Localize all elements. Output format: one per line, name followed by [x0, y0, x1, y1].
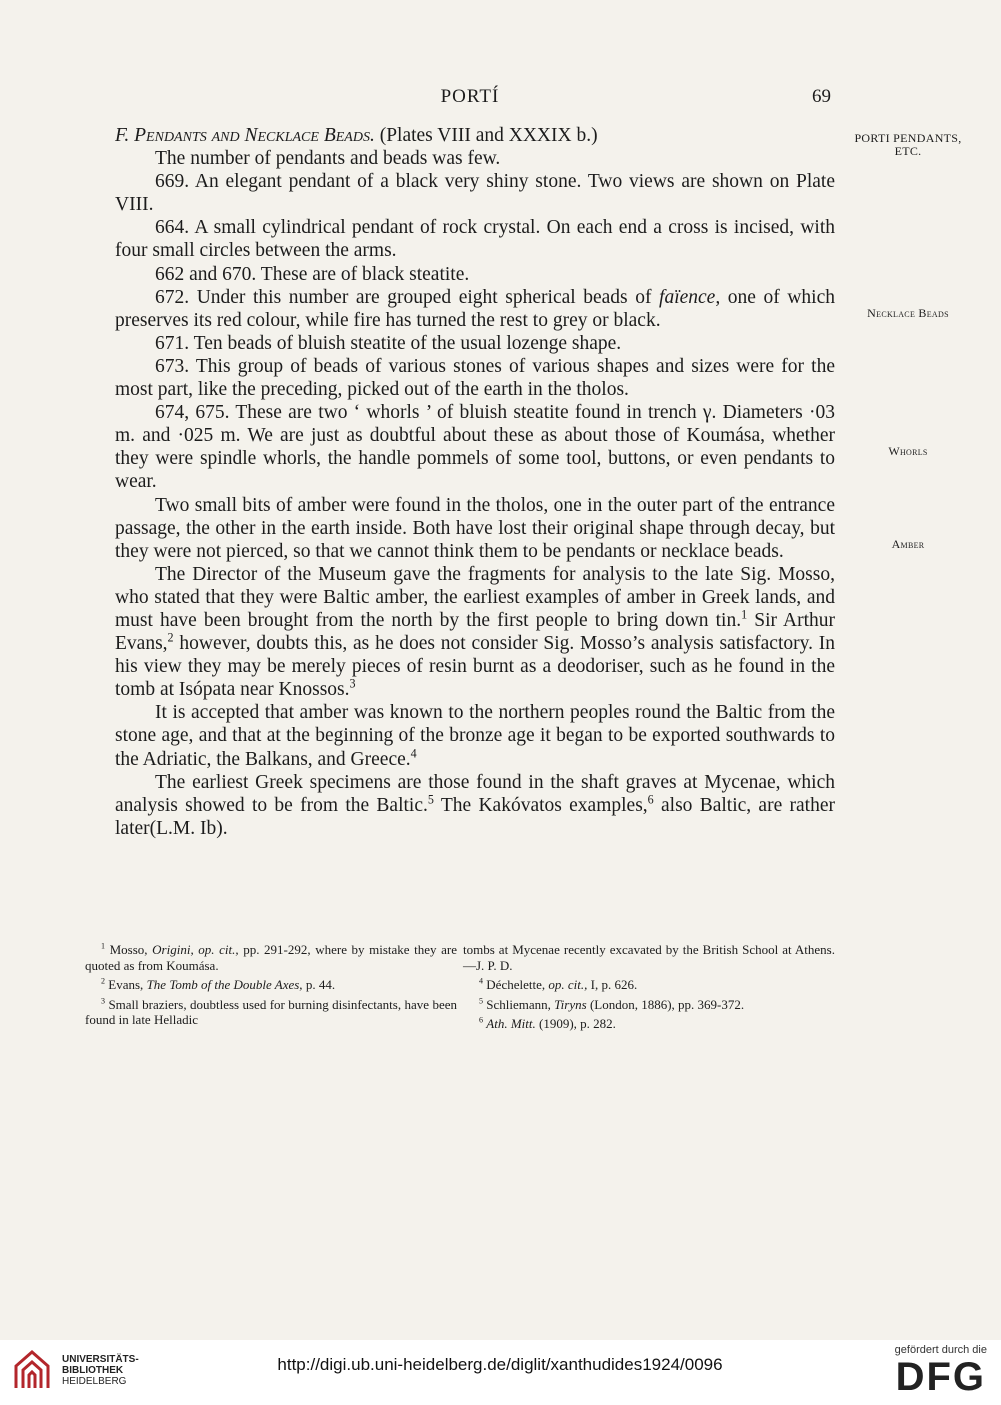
paragraph-text: The earliest Greek specimens are those found in the shaft graves at Mycenae, which analysis showed to be from the Baltic.: [115, 771, 835, 816]
footnote-ref: 3: [349, 676, 356, 691]
footnote-italic: Tiryns: [554, 996, 587, 1012]
footnote-number: 4: [479, 976, 484, 986]
paragraph: [115, 286, 835, 332]
footnotes-left-column: [85, 942, 457, 1036]
library-name-line: BIBLIOTHEK: [62, 1364, 124, 1376]
margin-note-whorls: Whorls: [888, 444, 928, 458]
library-name-line: HEIDELBERG: [62, 1375, 127, 1387]
running-head: PORTÍ: [440, 86, 500, 107]
footnote-italic: Ath. Mitt.: [486, 1016, 536, 1031]
funder-block: [895, 1344, 987, 1398]
footnote-text: Small braziers, doubtless used for burning disinfectants, have been found in late Helladic: [85, 996, 457, 1027]
funding-text: gefördert durch die: [894, 1344, 987, 1356]
paragraph-text: It is accepted that amber was known to the northern peoples round the Baltic from the stone age, and that at the beginning of the bronze age it began to be exported southwards to the Adriatic, the Balkans, and Greece.: [115, 702, 835, 770]
margin-note-amber: Amber: [891, 537, 925, 551]
margin-note-necklace-beads: Necklace Beads: [867, 306, 949, 320]
paragraph-text: The Director of the Museum gave the fragments for analysis to the late Sig. Mosso, who stated that they were Baltic amber, the earliest examples of amber in Greek lands, and must have been brought from the north by the first people to bring down tin.: [115, 563, 835, 631]
footnote-3-continued: tombs at Mycenae recently excavated by the British School at Athens.—J. P. D.: [463, 942, 835, 973]
footnote-italic: op. cit.,: [548, 977, 588, 992]
paragraph: [115, 701, 835, 770]
footnote-1: [85, 942, 457, 973]
footnote-4: [463, 977, 835, 993]
page-number: 69: [812, 86, 831, 107]
footnote-text: Mosso,: [109, 942, 148, 957]
footnote-text: (London, 1886), pp. 369-372.: [589, 996, 745, 1012]
paragraph-text: 672. Under this number are grouped eight spherical beads of: [155, 286, 652, 308]
footnote-number: 2: [101, 976, 106, 986]
footnotes-right-column: [463, 942, 835, 1036]
footnote-italic: The Tomb of the Double Axes,: [146, 977, 303, 992]
footnote-ref: 2: [167, 630, 174, 645]
paragraph-text: also Baltic, are rather later(L.M. Ib).: [115, 794, 835, 839]
footer-bar: [0, 1340, 1001, 1405]
footnote-text: I, p. 626.: [590, 977, 638, 992]
paragraph-text: Sir Arthur Evans,: [115, 609, 835, 655]
footnote-6: [463, 1016, 835, 1032]
footnote-italic: Origini, op. cit.,: [152, 942, 239, 957]
footnote-number: 6: [479, 1015, 484, 1025]
footnotes: [85, 942, 835, 1036]
footnote-ref: 4: [410, 746, 417, 761]
footnote-3: [85, 997, 457, 1028]
paragraph: The number of pendants and beads was few.: [155, 148, 501, 170]
paragraph-text: The Kakóvatos examples,: [433, 794, 648, 816]
library-name: [62, 1354, 139, 1387]
footnote-number: 5: [479, 996, 484, 1006]
margin-note-top: PORTI PENDANTS, ETC.: [854, 131, 962, 158]
footnote-text: pp. 291-292, where by mistake they are quoted as from Koumása.: [85, 942, 458, 973]
paragraph-text: one of which preserves its red colour, while fire has turned the rest to grey or black.: [115, 286, 835, 331]
paragraph: 664. A small cylindrical pendant of rock crystal. On each end a cross is incised, with four small circles between the arms.: [115, 217, 835, 262]
paragraph: 662 and 670. These are of black steatite.: [155, 263, 470, 285]
footnote-5: [463, 997, 835, 1013]
section-plates: (Plates VIII and XXXIX b.): [379, 125, 598, 146]
section-head-label: F. Pendants and Necklace Beads.: [115, 125, 375, 146]
footnote-number: 3: [101, 996, 106, 1006]
footnote-ref: 6: [647, 792, 654, 807]
footnote-2: [85, 977, 457, 993]
footnote-text: Schliemann,: [486, 996, 551, 1012]
library-logo-icon: [10, 1348, 54, 1392]
footnote-ref: 1: [741, 607, 748, 622]
paragraph: Two small bits of amber were found in the tholos, one in the outer part of the entrance passage, the other in the earth inside. Both have lost their original shape through decay, but they were not pierced, so that we cannot think them to be pendants or necklace beads.: [115, 494, 835, 562]
footnote-number: 1: [101, 941, 106, 951]
paragraph-italic: faïence,: [659, 286, 721, 308]
section-heading: [115, 124, 835, 147]
body-text: [115, 124, 835, 840]
paragraph: [115, 771, 835, 840]
library-logo[interactable]: [10, 1348, 139, 1392]
footnote-text: Evans,: [108, 977, 144, 992]
dfg-logo[interactable]: DFG: [895, 1355, 987, 1399]
paragraph: 674, 675. These are two ‘ whorls ’ of bluish steatite found in trench γ. Diameters ·03 m. and ·025 m. We are just as doubtful about these as about those of Koumása, whether they were spindle whorls, the handle pommels of some tool, buttons, or even pendants to wear.: [115, 402, 835, 493]
footnote-text: p. 44.: [305, 977, 336, 992]
paragraph-text: however, doubts this, as he does not consider Sig. Mosso’s analysis satisfactory. In his view they may be merely pieces of resin burnt as a deodoriser, such as he found in the tomb at Isópata near Knossos.: [115, 633, 835, 701]
library-name-line: UNIVERSITÄTS-: [62, 1353, 139, 1365]
footnote-ref: 5: [427, 792, 434, 807]
source-url-link[interactable]: http://digi.ub.uni-heidelberg.de/diglit/xanthudides1924/0096: [277, 1355, 723, 1374]
paragraph: 673. This group of beads of various stones of various shapes and sizes were for the most part, like the preceding, picked out of the earth in the tholos.: [115, 355, 835, 401]
footnote-text: Déchelette,: [486, 977, 546, 992]
paragraph: [115, 563, 835, 702]
paragraph: 669. An elegant pendant of a black very shiny stone. Two views are shown on Plate VIII.: [115, 171, 835, 216]
paragraph: 671. Ten beads of bluish steatite of the usual lozenge shape.: [155, 332, 622, 354]
footnote-text: (1909), p. 282.: [539, 1016, 616, 1031]
